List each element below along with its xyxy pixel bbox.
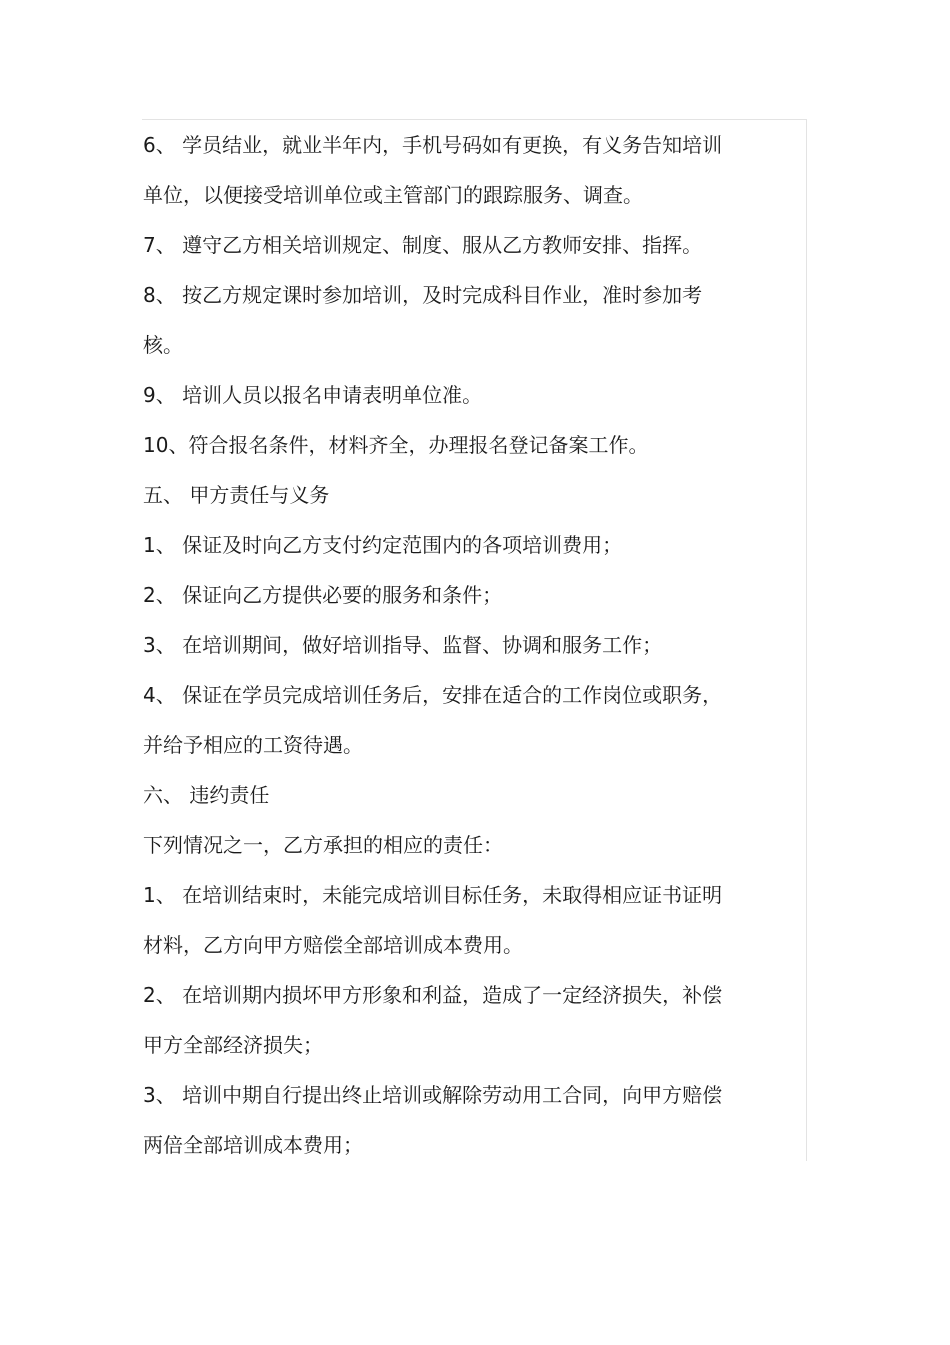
text-line: 1、 保证及时向乙方支付约定范围内的各项培训费用； [143,533,623,557]
text-line: 4、 保证在学员完成培训任务后，安排在适合的工作岗位或职务， [143,683,723,707]
text-line: 材料，乙方向甲方赔偿全部培训成本费用。 [143,933,523,957]
text-line: 6、 学员结业，就业半年内，手机号码如有更换，有义务告知培训 [143,133,723,157]
text-line: 3、 在培训期间，做好培训指导、监督、协调和服务工作； [143,633,663,657]
text-line: 2、 在培训期内损坏甲方形象和利益，造成了一定经济损失，补偿 [143,983,723,1007]
section-heading: 六、 违约责任 [143,783,270,807]
text-line: 9、 培训人员以报名申请表明单位准。 [143,383,483,407]
text-line: 两倍全部培训成本费用； [143,1133,363,1157]
text-line: 1、 在培训结束时，未能完成培训目标任务，未取得相应证书证明 [143,883,723,907]
text-line: 并给予相应的工资待遇。 [143,733,363,757]
text-line: 7、 遵守乙方相关培训规定、制度、服从乙方教师安排、指挥。 [143,233,703,257]
text-line: 3、 培训中期自行提出终止培训或解除劳动用工合同，向甲方赔偿 [143,1083,723,1107]
text-line: 10、符合报名条件，材料齐全，办理报名登记备案工作。 [143,433,649,457]
section-heading: 五、 甲方责任与义务 [143,483,330,507]
text-line: 下列情况之一，乙方承担的相应的责任： [143,833,503,857]
text-line: 核。 [143,333,183,357]
text-line: 甲方全部经济损失； [143,1033,323,1057]
text-line: 单位，以便接受培训单位或主管部门的跟踪服务、调查。 [143,183,643,207]
text-line: 2、 保证向乙方提供必要的服务和条件； [143,583,503,607]
text-line: 8、 按乙方规定课时参加培训，及时完成科目作业，准时参加考 [143,283,703,307]
